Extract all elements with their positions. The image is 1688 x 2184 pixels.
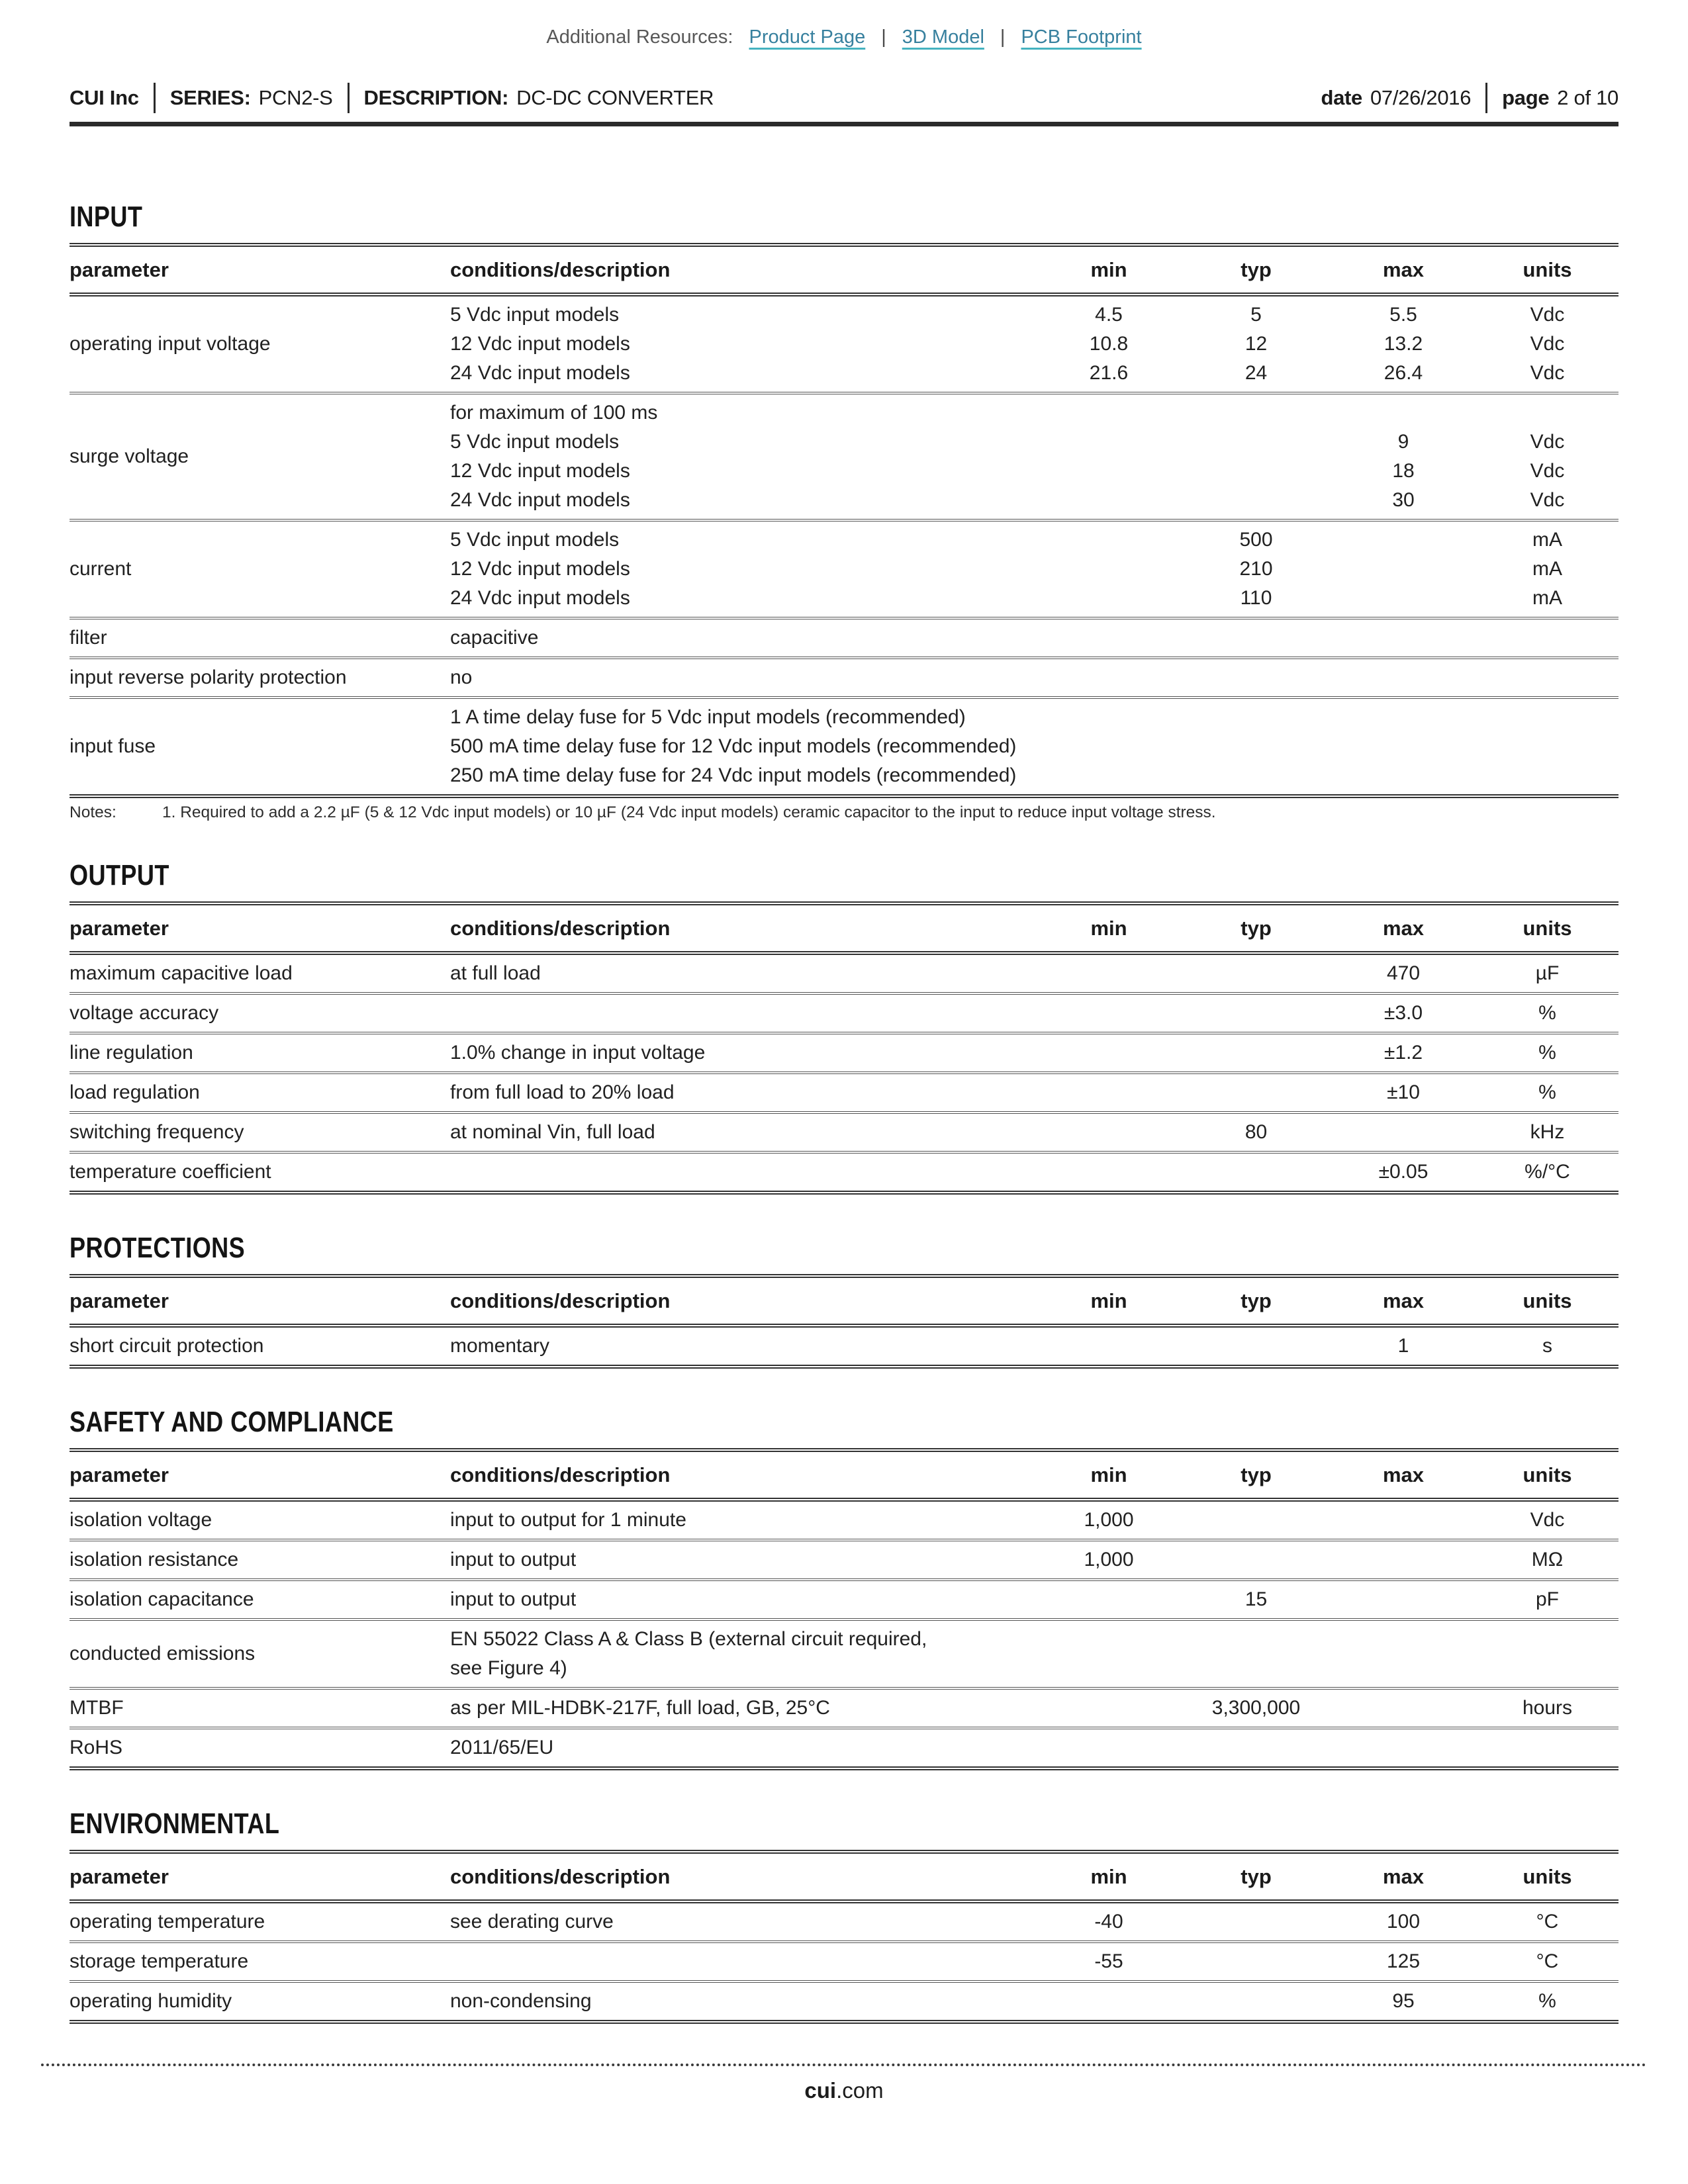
typ-cell: [1182, 1158, 1331, 1187]
condition-cell: see derating curve: [450, 1911, 614, 1933]
units-cell: kHz: [1530, 1121, 1565, 1143]
table-row: [70, 659, 1618, 699]
header-cell-parameter: parameter: [70, 917, 169, 940]
units-cell: [1476, 1625, 1618, 1654]
condition-cell: for maximum of 100 ms: [450, 402, 658, 424]
max-cell: [1331, 623, 1476, 653]
min-cell: [1036, 761, 1182, 790]
footer-divider: [41, 2064, 1647, 2066]
min-cell: [1036, 703, 1182, 732]
condition-cell: 5 Vdc input models: [450, 431, 620, 453]
header-cell-conditions: conditions/description: [450, 1463, 671, 1486]
table-row: [70, 1114, 1618, 1154]
min-cell: -55: [1094, 1950, 1123, 1972]
max-cell: ±3.0: [1383, 1002, 1423, 1024]
min-cell: [1036, 1625, 1182, 1654]
table-row: [70, 1983, 1618, 2024]
max-cell: 1: [1397, 1335, 1409, 1357]
condition-cell: 250 mA time delay fuse for 24 Vdc input models (recommended): [450, 764, 1017, 786]
typ-cell: [1182, 1907, 1331, 1936]
units-cell: s: [1542, 1335, 1552, 1357]
typ-cell: [1182, 1078, 1331, 1107]
header-cell-typ: typ: [1241, 917, 1272, 940]
header-cell-min: min: [1090, 1865, 1127, 1888]
typ-cell: [1182, 1947, 1331, 1976]
condition-cell: input to output for 1 minute: [450, 1509, 686, 1531]
typ-cell: 110: [1240, 587, 1272, 609]
typ-cell: 500: [1239, 529, 1273, 551]
min-cell: [1036, 959, 1182, 988]
min-cell: [1036, 1118, 1182, 1147]
units-cell: [1476, 761, 1618, 790]
link-3d-model[interactable]: 3D Model: [902, 26, 984, 48]
header-cell-conditions: conditions/description: [450, 1289, 671, 1312]
condition-cell: 1.0% change in input voltage: [450, 1042, 706, 1064]
resources-label: Additional Resources:: [546, 26, 733, 48]
spec-table: [70, 1448, 1618, 1770]
condition-cell: 24 Vdc input models: [450, 362, 630, 384]
units-cell: [1476, 1733, 1618, 1762]
footer-link[interactable]: [804, 2078, 883, 2103]
units-cell: pF: [1535, 1588, 1559, 1610]
table-row: [70, 1034, 1618, 1074]
section-safety-and-compliance: [70, 1406, 1618, 1770]
parameter-cell: operating humidity: [70, 1990, 232, 2012]
table-row: [70, 995, 1618, 1034]
units-cell: [1476, 732, 1618, 761]
table-row: [70, 1074, 1618, 1114]
table-row: [70, 1541, 1618, 1581]
header-cell-typ: typ: [1241, 1865, 1272, 1888]
max-cell: 26.4: [1383, 362, 1423, 384]
parameter-cell: storage temperature: [70, 1950, 249, 1972]
max-cell: [1331, 1506, 1476, 1535]
max-cell: [1331, 584, 1476, 613]
table-header-row: [70, 1274, 1618, 1328]
min-cell: [1036, 584, 1182, 613]
notes: [70, 803, 1618, 822]
header-cell-min: min: [1090, 258, 1127, 281]
typ-cell: [1182, 761, 1331, 790]
units-cell: %: [1538, 1002, 1556, 1024]
table-row: [70, 955, 1618, 995]
table-row: [70, 1690, 1618, 1729]
units-cell: %: [1538, 1042, 1556, 1064]
condition-cell: 24 Vdc input models: [450, 489, 630, 511]
typ-cell: [1182, 457, 1331, 486]
units-cell: hours: [1522, 1697, 1573, 1719]
table-row: [70, 394, 1618, 522]
notes-label: Notes:: [70, 803, 117, 821]
units-cell: Vdc: [1530, 304, 1565, 326]
condition-cell: EN 55022 Class A & Class B (external circuit required,: [450, 1628, 927, 1650]
units-cell: µF: [1535, 962, 1560, 984]
typ-cell: 24: [1244, 362, 1268, 384]
parameter-cell: conducted emissions: [70, 1643, 256, 1664]
masthead-divider: [1485, 83, 1487, 113]
min-cell: [1036, 999, 1182, 1028]
condition-cell: [450, 1158, 1036, 1187]
header-cell-parameter: parameter: [70, 258, 169, 281]
company-name: CUI Inc: [70, 86, 139, 109]
min-cell: 10.8: [1089, 333, 1129, 355]
min-cell: -40: [1094, 1911, 1123, 1933]
max-cell: 9: [1397, 431, 1409, 453]
section-title: [70, 859, 1618, 892]
condition-cell: 2011/65/EU: [450, 1737, 554, 1758]
units-cell: mA: [1532, 558, 1562, 580]
masthead: [70, 83, 1618, 113]
condition-cell: 12 Vdc input models: [450, 558, 630, 580]
link-separator: |: [1000, 26, 1006, 48]
units-cell: %: [1538, 1990, 1556, 2012]
resources-bar: [70, 0, 1618, 48]
parameter-cell: voltage accuracy: [70, 1002, 219, 1024]
typ-cell: 15: [1244, 1588, 1268, 1610]
header-cell-min: min: [1090, 1289, 1127, 1312]
min-cell: [1036, 623, 1182, 653]
description-value: DC-DC CONVERTER: [516, 86, 714, 109]
table-row: [70, 1154, 1618, 1195]
parameter-cell: isolation voltage: [70, 1509, 212, 1531]
parameter-cell: short circuit protection: [70, 1335, 264, 1357]
condition-cell: at nominal Vin, full load: [450, 1121, 655, 1143]
max-cell: 18: [1392, 460, 1415, 482]
page-number-value: 2 of 10: [1557, 86, 1618, 109]
section-title: [70, 1406, 1618, 1439]
typ-cell: [1182, 663, 1331, 692]
max-cell: [1331, 1545, 1476, 1574]
min-cell: [1036, 1733, 1182, 1762]
condition-cell: [450, 999, 1036, 1028]
page-number-label: page: [1502, 86, 1550, 109]
min-cell: [1036, 525, 1182, 555]
max-cell: [1331, 398, 1476, 428]
header-cell-min: min: [1090, 917, 1127, 940]
max-cell: [1331, 555, 1476, 584]
section-title: [70, 1807, 1618, 1841]
min-cell: 4.5: [1095, 304, 1123, 326]
header-cell-max: max: [1382, 1463, 1425, 1486]
parameter-cell: MTBF: [70, 1697, 124, 1719]
parameter-cell: maximum capacitive load: [70, 962, 293, 984]
units-cell: [1476, 623, 1618, 653]
typ-cell: 12: [1244, 333, 1268, 355]
table-row: [70, 699, 1618, 798]
masthead-rule: [70, 122, 1618, 126]
section-title: [70, 1232, 1618, 1265]
header-cell-typ: typ: [1241, 258, 1272, 281]
parameter-cell: input fuse: [70, 735, 156, 757]
min-cell: 21.6: [1089, 362, 1129, 384]
typ-cell: 3,300,000: [1211, 1697, 1301, 1719]
section-title-text: SAFETY AND COMPLIANCE: [70, 1406, 394, 1438]
condition-cell: as per MIL-HDBK-217F, full load, GB, 25°C: [450, 1697, 830, 1719]
table-row: [70, 296, 1618, 394]
units-cell: [1476, 703, 1618, 732]
units-cell: mA: [1532, 587, 1562, 609]
min-cell: [1036, 1694, 1182, 1723]
min-cell: [1036, 663, 1182, 692]
table-row: [70, 619, 1618, 659]
max-cell: ±1.2: [1383, 1042, 1423, 1064]
section-protections: [70, 1232, 1618, 1369]
min-cell: [1036, 1158, 1182, 1187]
masthead-divider: [348, 83, 350, 113]
typ-cell: [1182, 1506, 1331, 1535]
notes-text: 1. Required to add a 2.2 µF (5 & 12 Vdc input models) or 10 µF (24 Vdc input models) ceramic capacitor to the input to reduce input voltage stress.: [162, 803, 1216, 821]
max-cell: 95: [1392, 1990, 1415, 2012]
min-cell: [1036, 457, 1182, 486]
condition-cell: 1 A time delay fuse for 5 Vdc input models (recommended): [450, 706, 966, 728]
max-cell: [1331, 663, 1476, 692]
condition-cell: [450, 1947, 1036, 1976]
header-cell-max: max: [1382, 258, 1425, 281]
parameter-cell: isolation resistance: [70, 1549, 239, 1570]
sections-container: [70, 201, 1618, 2024]
masthead-divider: [154, 83, 156, 113]
table-header-row: [70, 1448, 1618, 1502]
units-cell: MΩ: [1531, 1549, 1564, 1570]
header-cell-units: units: [1523, 258, 1572, 281]
units-cell: %: [1538, 1081, 1556, 1103]
footer-domain-bold: cui: [804, 2078, 837, 2103]
typ-cell: [1182, 1987, 1331, 2016]
description-label: DESCRIPTION:: [363, 86, 509, 109]
parameter-cell: load regulation: [70, 1081, 200, 1103]
section-environmental: [70, 1807, 1618, 2024]
condition-cell: input to output: [450, 1588, 577, 1610]
min-cell: [1036, 1332, 1182, 1361]
table-row: [70, 1903, 1618, 1943]
min-cell: [1036, 428, 1182, 457]
max-cell: [1331, 1694, 1476, 1723]
max-cell: [1331, 732, 1476, 761]
max-cell: [1331, 1585, 1476, 1614]
typ-cell: [1182, 1545, 1331, 1574]
section-title-text: PROTECTIONS: [70, 1232, 246, 1264]
table-header-row: [70, 901, 1618, 955]
section-title-text: OUTPUT: [70, 859, 169, 891]
typ-cell: [1182, 486, 1331, 515]
min-cell: 1,000: [1084, 1509, 1134, 1531]
units-cell: Vdc: [1530, 1509, 1565, 1531]
max-cell: [1331, 525, 1476, 555]
max-cell: ±0.05: [1378, 1161, 1429, 1183]
typ-cell: 80: [1244, 1121, 1268, 1143]
parameter-cell: temperature coefficient: [70, 1161, 271, 1183]
units-cell: [1476, 663, 1618, 692]
units-cell: [1476, 1654, 1618, 1683]
table-row: [70, 1502, 1618, 1541]
condition-cell: at full load: [450, 962, 541, 984]
min-cell: [1036, 732, 1182, 761]
min-cell: [1036, 398, 1182, 428]
parameter-cell: line regulation: [70, 1042, 193, 1064]
series-value: PCN2-S: [258, 86, 333, 109]
header-cell-units: units: [1523, 917, 1572, 940]
max-cell: [1331, 1625, 1476, 1654]
header-cell-min: min: [1090, 1463, 1127, 1486]
footer: [41, 2064, 1647, 2103]
spec-table: [70, 1274, 1618, 1369]
max-cell: 100: [1386, 1911, 1421, 1933]
units-cell: °C: [1536, 1950, 1559, 1972]
max-cell: 13.2: [1383, 333, 1423, 355]
section-output: [70, 859, 1618, 1195]
min-cell: [1036, 1987, 1182, 2016]
header-cell-parameter: parameter: [70, 1463, 169, 1486]
condition-cell: momentary: [450, 1335, 550, 1357]
table-header-row: [70, 1850, 1618, 1903]
condition-cell: input to output: [450, 1549, 577, 1570]
units-cell: Vdc: [1530, 333, 1565, 355]
header-cell-parameter: parameter: [70, 1865, 169, 1888]
table-row: [70, 1943, 1618, 1983]
date-value: 07/26/2016: [1370, 86, 1472, 109]
condition-cell: see Figure 4): [450, 1657, 567, 1679]
max-cell: [1331, 1733, 1476, 1762]
max-cell: 470: [1386, 962, 1421, 984]
min-cell: [1036, 555, 1182, 584]
series-label: SERIES:: [169, 86, 251, 109]
condition-cell: 5 Vdc input models: [450, 304, 620, 326]
units-cell: [1476, 398, 1618, 428]
table-row: [70, 1729, 1618, 1770]
header-cell-units: units: [1523, 1865, 1572, 1888]
footer-text: [41, 2078, 1647, 2103]
min-cell: [1036, 1038, 1182, 1068]
header-cell-conditions: conditions/description: [450, 917, 671, 940]
footer-domain-rest: .com: [836, 2078, 884, 2103]
header-cell-typ: typ: [1241, 1463, 1272, 1486]
parameter-cell: input reverse polarity protection: [70, 666, 347, 688]
spec-table: [70, 243, 1618, 798]
table-header-row: [70, 243, 1618, 296]
units-cell: Vdc: [1530, 362, 1565, 384]
units-cell: Vdc: [1530, 489, 1565, 511]
table-row: [70, 522, 1618, 619]
max-cell: [1331, 761, 1476, 790]
typ-cell: [1182, 1332, 1331, 1361]
table-row: [70, 1328, 1618, 1369]
parameter-cell: filter: [70, 627, 107, 649]
min-cell: [1036, 1585, 1182, 1614]
link-product-page[interactable]: Product Page: [749, 26, 866, 48]
header-cell-max: max: [1382, 917, 1425, 940]
min-cell: [1036, 1654, 1182, 1683]
min-cell: [1036, 1078, 1182, 1107]
min-cell: [1036, 486, 1182, 515]
table-row: [70, 1581, 1618, 1621]
link-separator: |: [881, 26, 886, 48]
max-cell: [1331, 703, 1476, 732]
parameter-cell: operating input voltage: [70, 333, 271, 355]
header-cell-parameter: parameter: [70, 1289, 169, 1312]
link-pcb-footprint[interactable]: PCB Footprint: [1021, 26, 1142, 48]
parameter-cell: operating temperature: [70, 1911, 265, 1933]
condition-cell: 12 Vdc input models: [450, 333, 630, 355]
section-input: [70, 201, 1618, 822]
parameter-cell: isolation capacitance: [70, 1588, 254, 1610]
condition-cell: 5 Vdc input models: [450, 529, 620, 551]
parameter-cell: RoHS: [70, 1737, 123, 1758]
header-cell-typ: typ: [1241, 1289, 1272, 1312]
parameter-cell: switching frequency: [70, 1121, 244, 1143]
typ-cell: 210: [1239, 558, 1273, 580]
section-title-text: INPUT: [70, 201, 143, 233]
typ-cell: [1182, 703, 1331, 732]
condition-cell: capacitive: [450, 627, 539, 649]
max-cell: 5.5: [1389, 304, 1417, 326]
min-cell: 1,000: [1084, 1549, 1134, 1570]
header-cell-max: max: [1382, 1289, 1425, 1312]
header-cell-conditions: conditions/description: [450, 1865, 671, 1888]
typ-cell: [1182, 398, 1331, 428]
header-cell-max: max: [1382, 1865, 1425, 1888]
typ-cell: [1182, 732, 1331, 761]
units-cell: Vdc: [1530, 431, 1565, 453]
spec-table: [70, 1850, 1618, 2024]
typ-cell: [1182, 1654, 1331, 1683]
units-cell: mA: [1532, 529, 1562, 551]
section-title-text: ENVIRONMENTAL: [70, 1807, 280, 1840]
parameter-cell: current: [70, 558, 132, 580]
typ-cell: 5: [1250, 304, 1262, 326]
header-cell-units: units: [1523, 1289, 1572, 1312]
table-row: [70, 1621, 1618, 1690]
typ-cell: [1182, 1625, 1331, 1654]
header-cell-conditions: conditions/description: [450, 258, 671, 281]
section-title: [70, 201, 1618, 234]
max-cell: [1331, 1654, 1476, 1683]
typ-cell: [1182, 428, 1331, 457]
parameter-cell: surge voltage: [70, 445, 189, 467]
spec-table: [70, 901, 1618, 1195]
date-label: date: [1321, 86, 1362, 109]
condition-cell: no: [450, 666, 473, 688]
max-cell: 30: [1392, 489, 1415, 511]
typ-cell: [1182, 623, 1331, 653]
max-cell: 125: [1386, 1950, 1421, 1972]
max-cell: [1331, 1118, 1476, 1147]
units-cell: Vdc: [1530, 460, 1565, 482]
units-cell: °C: [1536, 1911, 1559, 1933]
condition-cell: 24 Vdc input models: [450, 587, 630, 609]
max-cell: ±10: [1387, 1081, 1420, 1103]
units-cell: %/°C: [1524, 1161, 1570, 1183]
typ-cell: [1182, 1733, 1331, 1762]
typ-cell: [1182, 959, 1331, 988]
condition-cell: 500 mA time delay fuse for 12 Vdc input models (recommended): [450, 735, 1017, 757]
typ-cell: [1182, 1038, 1331, 1068]
header-cell-units: units: [1523, 1463, 1572, 1486]
condition-cell: 12 Vdc input models: [450, 460, 630, 482]
condition-cell: non-condensing: [450, 1990, 592, 2012]
condition-cell: from full load to 20% load: [450, 1081, 675, 1103]
typ-cell: [1182, 999, 1331, 1028]
